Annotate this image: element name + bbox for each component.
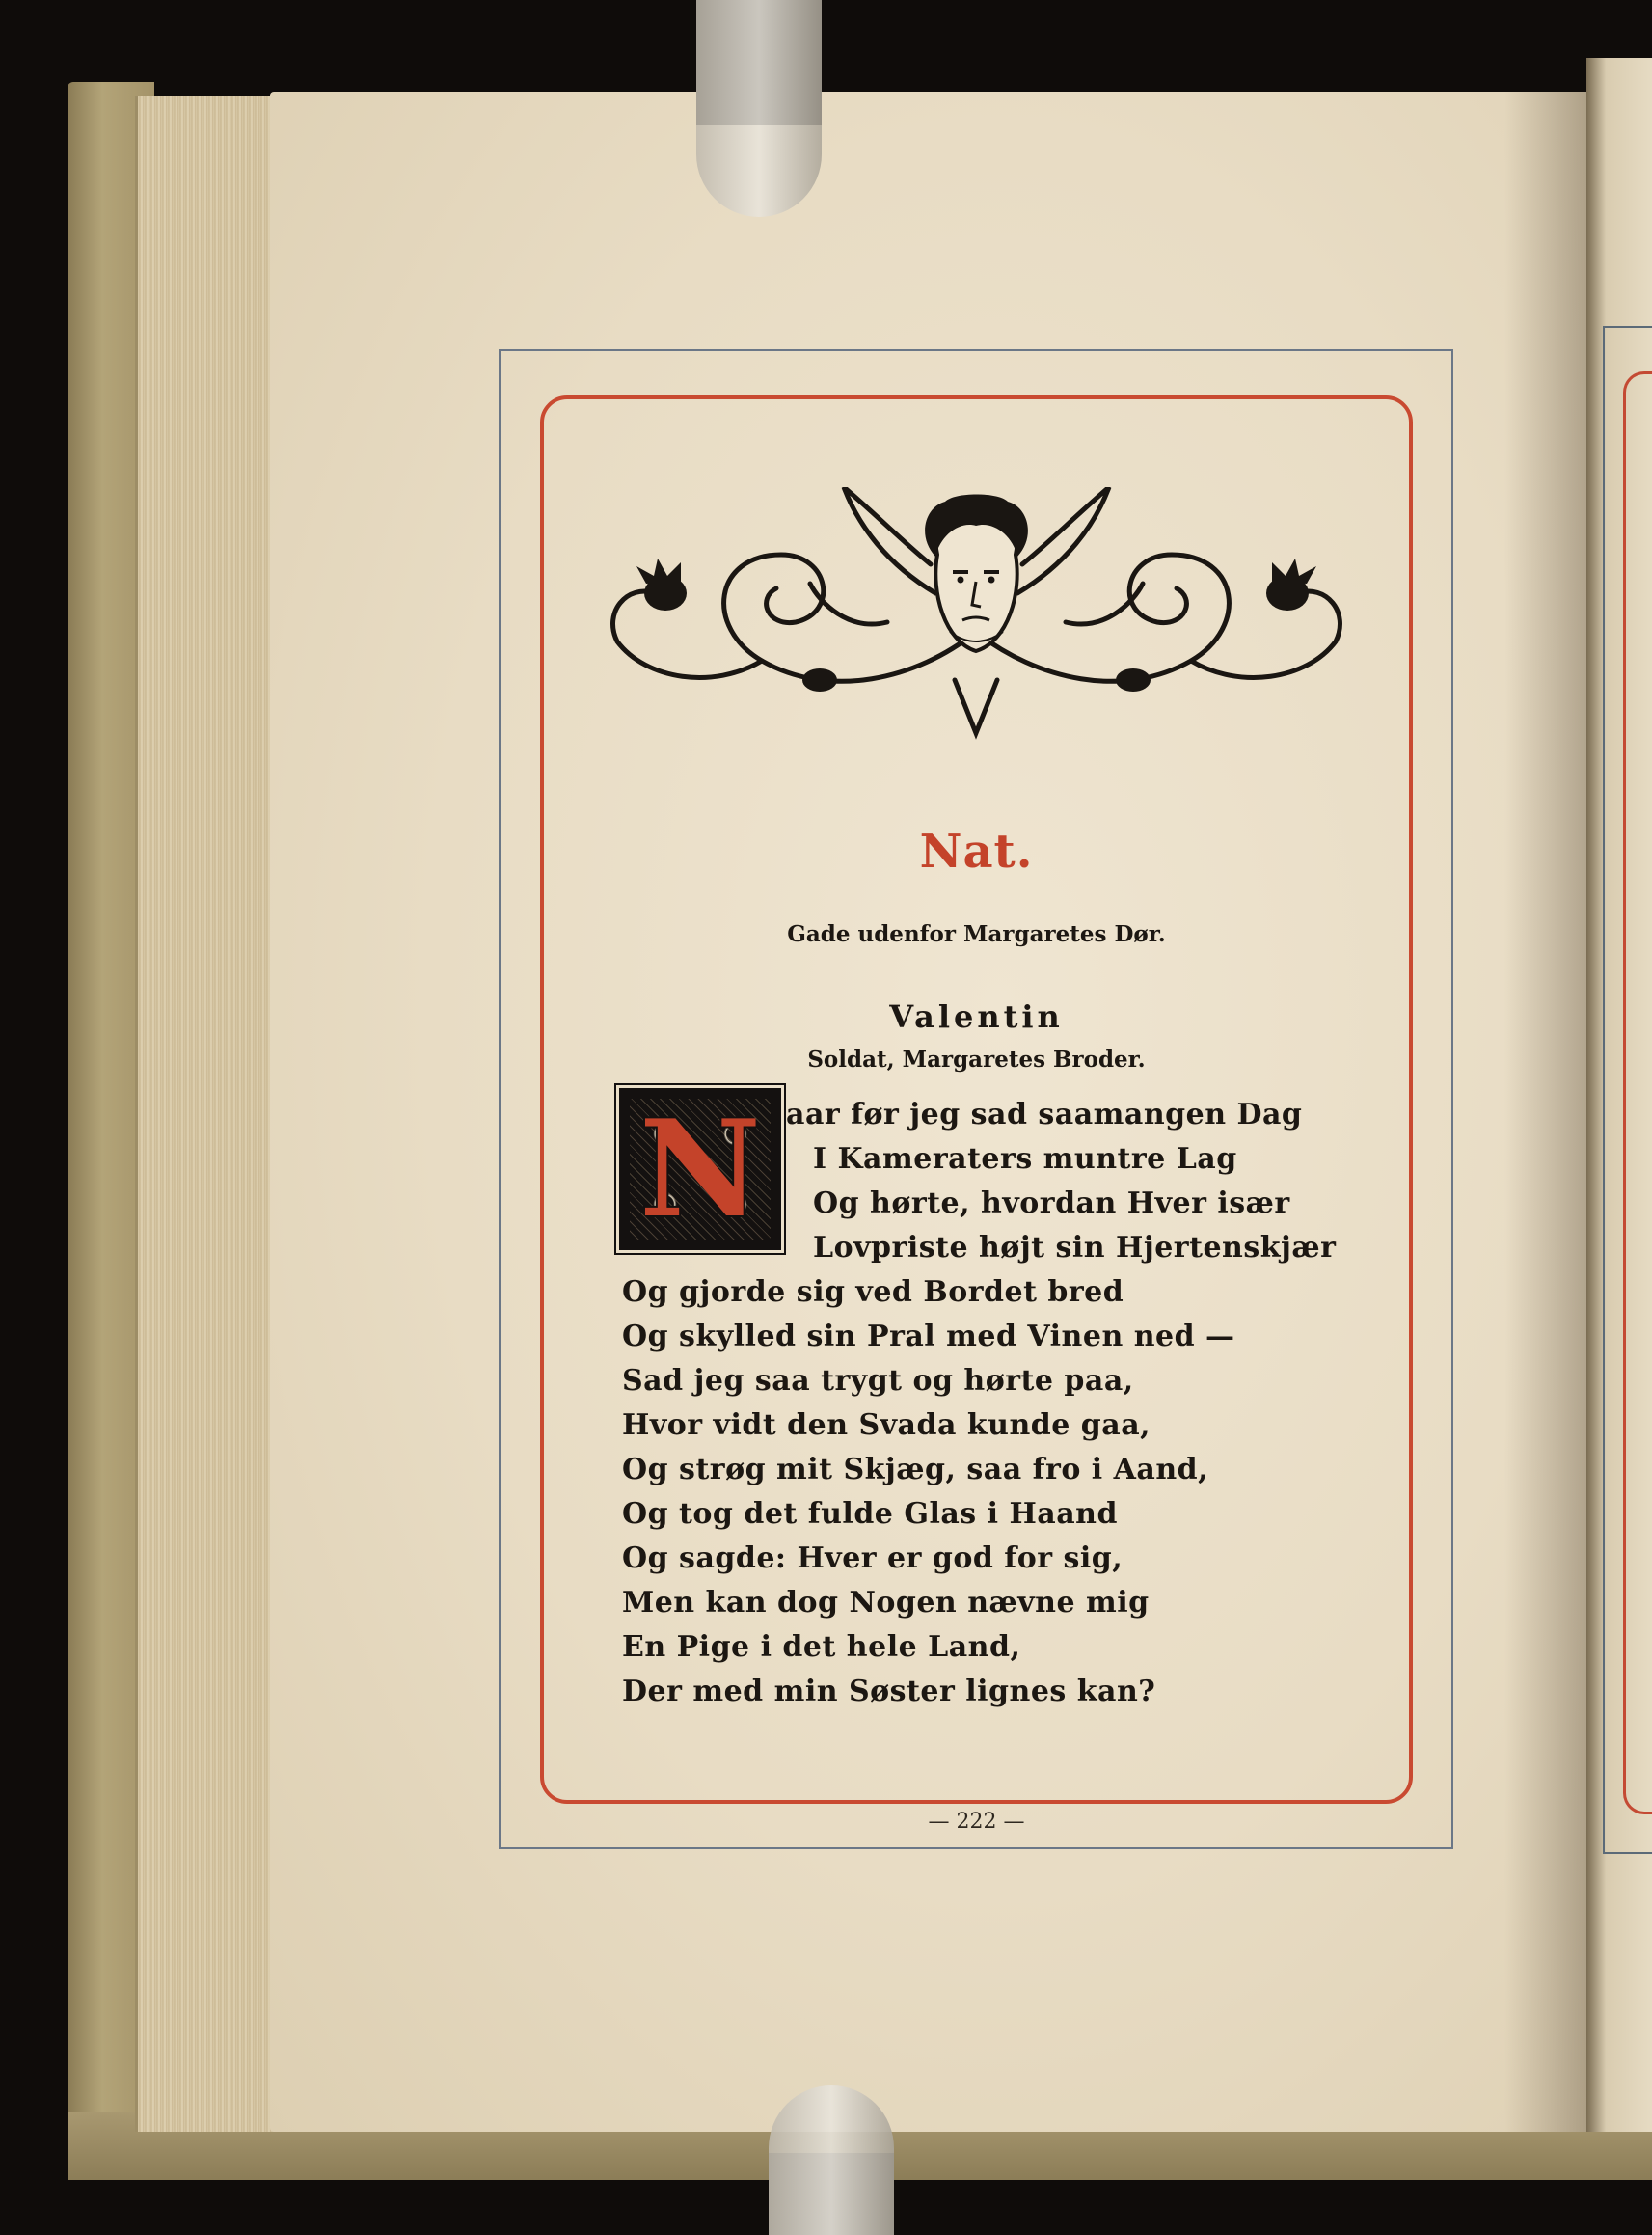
verse-line: Og skylled sin Pral med Vinen ned — bbox=[622, 1320, 1235, 1353]
next-page-red-frame bbox=[1623, 371, 1652, 1814]
scene-subtitle: Gade udenfor Margaretes Dør. bbox=[787, 921, 1166, 947]
page-number: — 222 — bbox=[928, 1810, 1025, 1834]
verse-line: Og hørte, hvordan Hver især bbox=[813, 1186, 1290, 1220]
page-edges bbox=[135, 96, 283, 2132]
initial-letter: N bbox=[638, 1090, 762, 1247]
speaker-description: Soldat, Margaretes Broder. bbox=[807, 1047, 1146, 1073]
page-title: Nat. bbox=[919, 825, 1034, 879]
verse-line: I Kameraters muntre Lag bbox=[813, 1142, 1237, 1176]
speaker-name: Valentin bbox=[889, 998, 1064, 1035]
face-icon bbox=[925, 495, 1028, 652]
verse-line: Og strøg mit Skjæg, saa fro i Aand, bbox=[622, 1453, 1209, 1486]
verse-line: Og tog det fulde Glas i Haand bbox=[622, 1497, 1118, 1531]
verse-line: Og sagde: Hver er god for sig, bbox=[622, 1541, 1124, 1575]
verse-line: Hvor vidt den Svada kunde gaa, bbox=[622, 1408, 1151, 1442]
bottom-page-clip bbox=[769, 2085, 894, 2235]
ornament-vignette bbox=[598, 487, 1355, 757]
top-page-clip bbox=[696, 0, 822, 217]
verse-line: Der med min Søster lignes kan? bbox=[622, 1675, 1156, 1708]
verse-line: Lovpriste højt sin Hjertenskjær bbox=[813, 1231, 1337, 1265]
verse-line: En Pige i det hele Land, bbox=[622, 1630, 1021, 1664]
page-gutter-shadow bbox=[1504, 92, 1596, 2132]
decorated-initial bbox=[619, 1088, 781, 1250]
verse-line: Men kan dog Nogen nævne mig bbox=[622, 1586, 1150, 1620]
verse-line: Sad jeg saa trygt og hørte paa, bbox=[622, 1364, 1134, 1398]
verse-line: Og gjorde sig ved Bordet bred bbox=[622, 1275, 1124, 1309]
verse-line: aar før jeg sad saamangen Dag bbox=[786, 1098, 1303, 1131]
